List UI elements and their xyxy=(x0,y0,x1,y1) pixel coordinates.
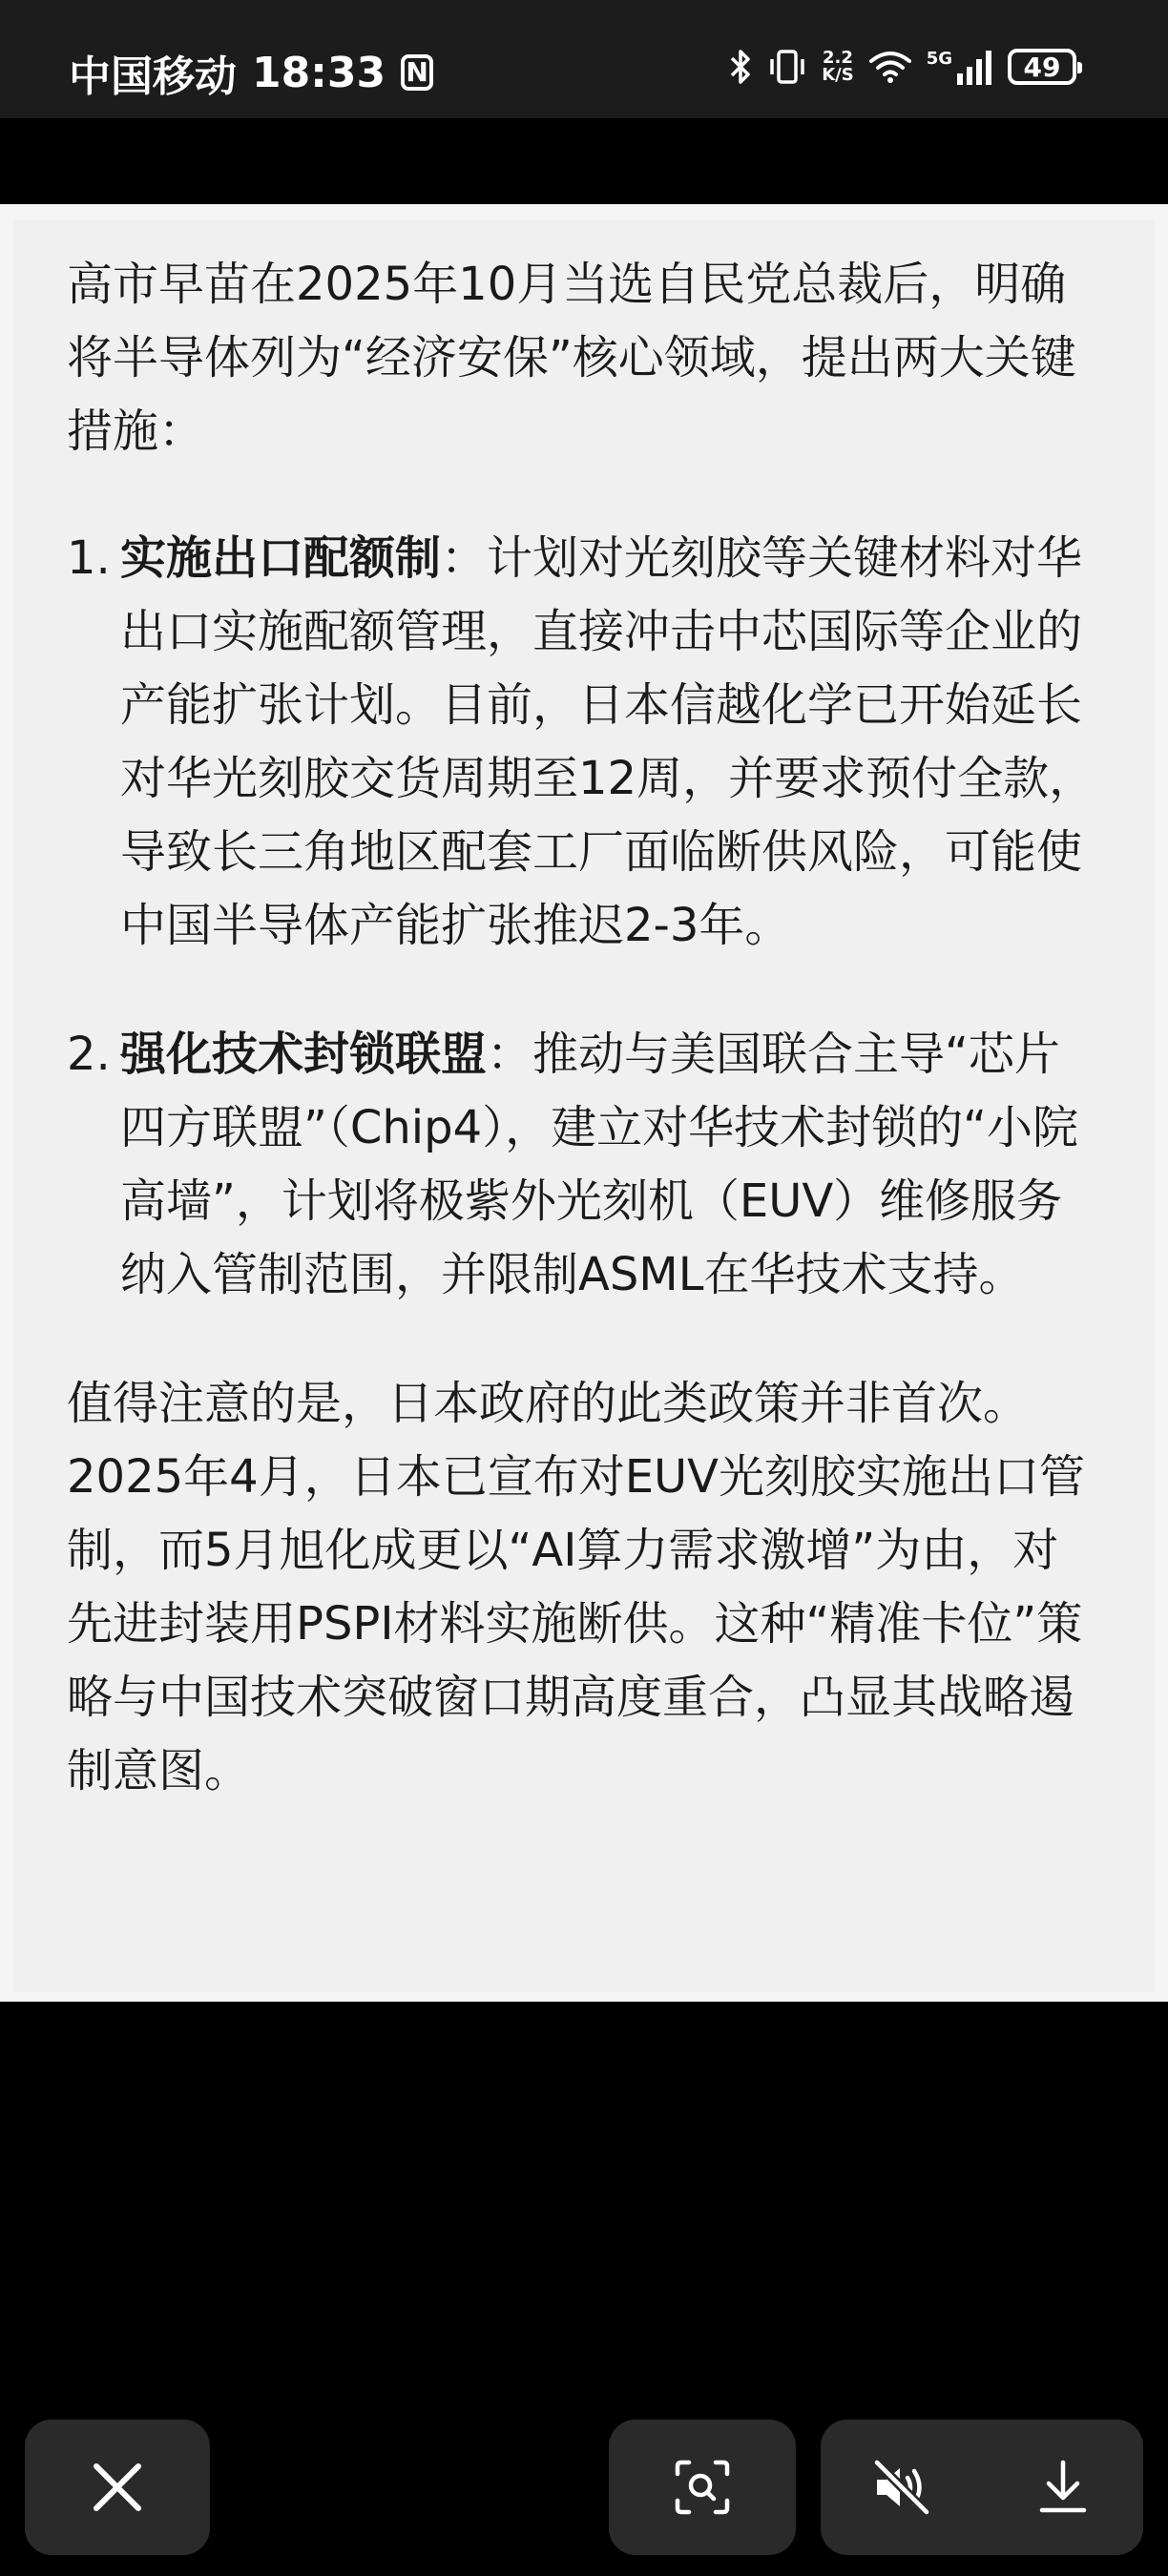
list-item-title: 实施出口配额制 xyxy=(120,531,442,585)
volume-off-icon xyxy=(871,2459,932,2516)
list-item-body: 推动与美国联合主导“芯片四方联盟”（Chip4），建立对华技术封锁的“小院高墙”，计划将极紫外光刻机（EUV）维修服务纳入管制范围，并限制ASML在华技术支持。 xyxy=(120,1028,1079,1301)
list-item-text xyxy=(120,1018,1101,1312)
clock-time: 18:33 xyxy=(252,48,386,97)
close-button[interactable] xyxy=(25,2420,210,2555)
bluetooth-icon xyxy=(728,48,753,86)
article-image xyxy=(13,219,1155,1992)
status-left xyxy=(69,42,433,103)
nfc-icon: N xyxy=(401,54,433,91)
list-item-separator: ： xyxy=(487,1028,533,1081)
list-item-separator: ： xyxy=(441,531,488,585)
status-right xyxy=(728,40,1076,93)
network-type-label: 5G xyxy=(926,49,952,69)
carrier-name: 中国移动 xyxy=(69,52,237,101)
signal-bars-icon xyxy=(956,49,994,85)
vibrate-icon xyxy=(766,48,808,86)
cell-signal xyxy=(927,49,994,85)
battery-indicator xyxy=(1008,49,1076,85)
network-speed-unit: K/S xyxy=(822,65,854,85)
list-number: 1. xyxy=(67,531,111,585)
battery-level: 49 xyxy=(1023,51,1061,83)
viewer-controls xyxy=(0,2420,1168,2555)
image-viewer[interactable] xyxy=(0,204,1168,2002)
close-icon xyxy=(91,2461,144,2514)
intro-paragraph: 高市早苗在2025年10月当选自民党总裁后，明确将半导体列为“经济安保”核心领域，提出两大关键措施： xyxy=(67,258,1076,458)
list-item xyxy=(67,522,1101,963)
list-number: 2. xyxy=(67,1028,111,1081)
measures-list xyxy=(67,522,1101,1312)
network-speed-value: 2.2 xyxy=(822,48,853,68)
list-item-title: 强化技术封锁联盟 xyxy=(120,1028,488,1081)
mute-button[interactable] xyxy=(821,2420,982,2555)
download-button[interactable] xyxy=(982,2420,1143,2555)
list-item-body: 计划对光刻胶等关键材料对华出口实施配额管理，直接冲击中芯国际等企业的产能扩张计划。目前，日本信越化学已开始延长对华光刻胶交货周期至12周，并要求预付全款，导致长三角地区配套工厂面临断供风险，可能使中国半导体产能扩张推迟2-3年。 xyxy=(120,531,1095,952)
list-item xyxy=(67,1018,1101,1312)
status-bar xyxy=(0,0,1168,118)
conclusion-paragraph: 值得注意的是，日本政府的此类政策并非首次。2025年4月，日本已宣布对EUV光刻胶实施出口管制，而5月旭化成更以“AI算力需求激增”为由，对先进封装用PSPI材料实施断供。这种“精准卡位”策略与中国技术突破窗口期高度重合，凸显其战略遏制意图。 xyxy=(67,1377,1085,1797)
download-icon xyxy=(1036,2459,1090,2516)
list-item-text xyxy=(120,522,1101,963)
image-search-button[interactable] xyxy=(609,2420,796,2555)
wifi-icon xyxy=(867,48,913,86)
media-actions xyxy=(821,2420,1143,2555)
image-search-icon xyxy=(674,2459,731,2516)
network-speed xyxy=(822,50,854,84)
